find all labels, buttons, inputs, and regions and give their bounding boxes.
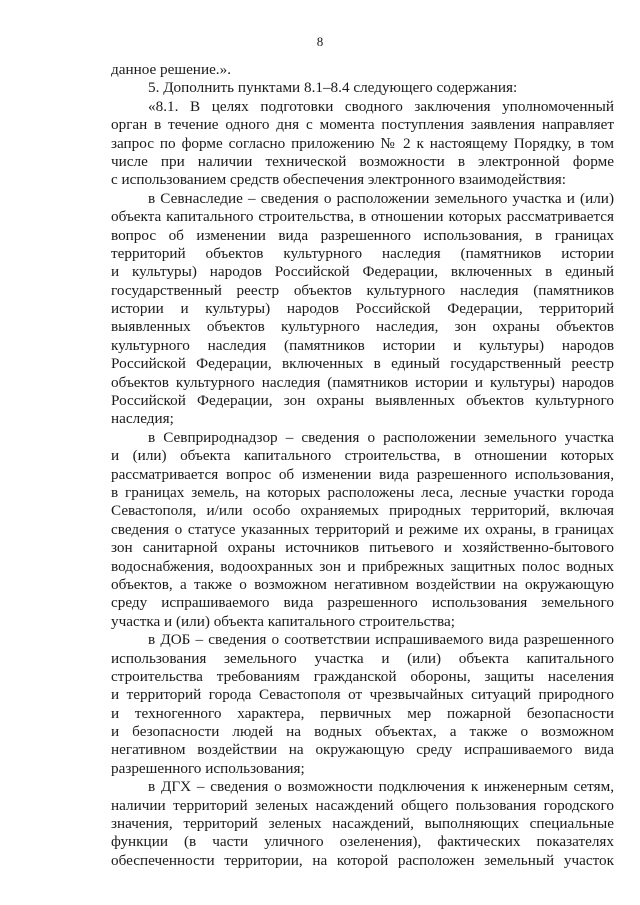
text-line: негативном воздействии на окружающую среду испрашиваемого вида: [111, 741, 614, 759]
text-line: и культуры) народов Российской Федерации, включенных в единый: [111, 263, 614, 281]
text-line: разрешенного использования;: [111, 759, 305, 777]
text-line: с использованием средств обеспечения электронного взаимодействия:: [111, 171, 567, 189]
text-line: запрос по форме согласно приложению № 2 к настоящему Порядку, в том: [111, 134, 614, 152]
text-line: сведения о статусе указанных территорий и режиме их охраны, в границах: [111, 520, 614, 538]
paragraph-dgh: [111, 778, 614, 870]
text-line: Российской Федерации, включенных в единый государственный реестр: [111, 355, 614, 373]
text-line: среду испрашиваемого вида разрешенного использования земельного: [111, 594, 614, 612]
text-line: объектов культурного наследия (памятников истории и культуры) народов: [111, 373, 614, 391]
text-line: использования земельного участка и (или) объекта капитального: [111, 649, 614, 667]
text-line: «8.1. В целях подготовки сводного заключения уполномоченный: [148, 97, 614, 115]
text-line: рассматривается вопрос об изменении вида разрешенного использования,: [111, 465, 614, 483]
text-line: в ДОБ – сведения о соответствии испрашиваемого вида разрешенного: [148, 631, 614, 649]
text-line: в границах земель, на которых расположены леса, лесные участки города: [111, 483, 614, 501]
text-line: функции (в части уличного озеленения), фактических показателях: [111, 833, 614, 851]
text-line: участка и (или) объекта капитального строительства;: [111, 612, 455, 630]
text-line: орган в течение одного дня с момента поступления заявления направляет: [111, 116, 614, 134]
text-line: территорий объектов культурного наследия (памятников истории: [111, 244, 614, 262]
text-line: культурного наследия (памятников истории и культуры) народов: [111, 336, 614, 354]
paragraph-8-1: [111, 98, 614, 190]
text-line: выявленных объектов культурного наследия, зон охраны объектов: [111, 318, 614, 336]
text-line: государственный реестр объектов культурного наследия (памятников: [111, 281, 614, 299]
text-line: и безопасности людей на водных объектах, а также о возможном: [111, 723, 614, 741]
paragraph-dob: [111, 631, 614, 778]
text-line: и техногенного характера, первичных мер пожарной безопасности: [111, 704, 614, 722]
text-line: вопрос об изменении вида разрешенного использования, в границах: [111, 226, 614, 244]
text-line: в ДГХ – сведения о возможности подключения к инженерным сетям,: [148, 778, 614, 796]
text-line: и территорий города Севастополя от чрезвычайных ситуаций природного: [111, 686, 614, 704]
paragraph-closing-decision: [111, 61, 614, 98]
text-line: объектов, а также о возможном негативном воздействии на окружающую: [111, 575, 614, 593]
text-line: строительства требованиям гражданской обороны, защиты населения: [111, 667, 614, 685]
text-line: числе при наличии технической возможности в электронной форме: [111, 152, 614, 170]
text-line: данное решение.».: [111, 61, 231, 78]
paragraph-sevprirodnadzor: [111, 429, 614, 631]
text-line: наследия;: [111, 410, 174, 428]
text-line: значения, территорий зеленых насаждений, выполняющих специальные: [111, 815, 614, 833]
text-line: в Севнаследие – сведения о расположении земельного участка и (или): [148, 189, 614, 207]
text-line: наличии территорий зеленых насаждений общего пользования городского: [111, 796, 614, 814]
text-line: и (или) объекта капитального строительства, в отношении которых: [111, 447, 614, 465]
text-line: Севастополя, и/или особо охраняемых природных территорий, включая: [111, 502, 614, 520]
text-line: объекта капитального строительства, в отношении которых рассматривается: [111, 208, 614, 226]
text-line: зон санитарной охраны источников питьевого и хозяйственно-бытового: [111, 539, 614, 557]
text-line: обеспеченности территории, на которой расположен земельный участок: [111, 851, 614, 869]
text-line: 5. Дополнить пунктами 8.1–8.4 следующего содержания:: [148, 79, 518, 97]
document-body: [111, 61, 614, 870]
paragraph-sevnaslediye: [111, 190, 614, 429]
page-number: 8: [316, 34, 324, 49]
text-line: Российской Федерации, зон охраны выявленных объектов культурного: [111, 392, 614, 410]
text-line: водоснабжения, водоохранных зон и прибрежных защитных полос водных: [111, 557, 614, 575]
text-line: истории и культуры) народов Российской Федерации, территорий: [111, 300, 614, 318]
text-line: в Севприроднадзор – сведения о расположении земельного участка: [148, 428, 614, 446]
